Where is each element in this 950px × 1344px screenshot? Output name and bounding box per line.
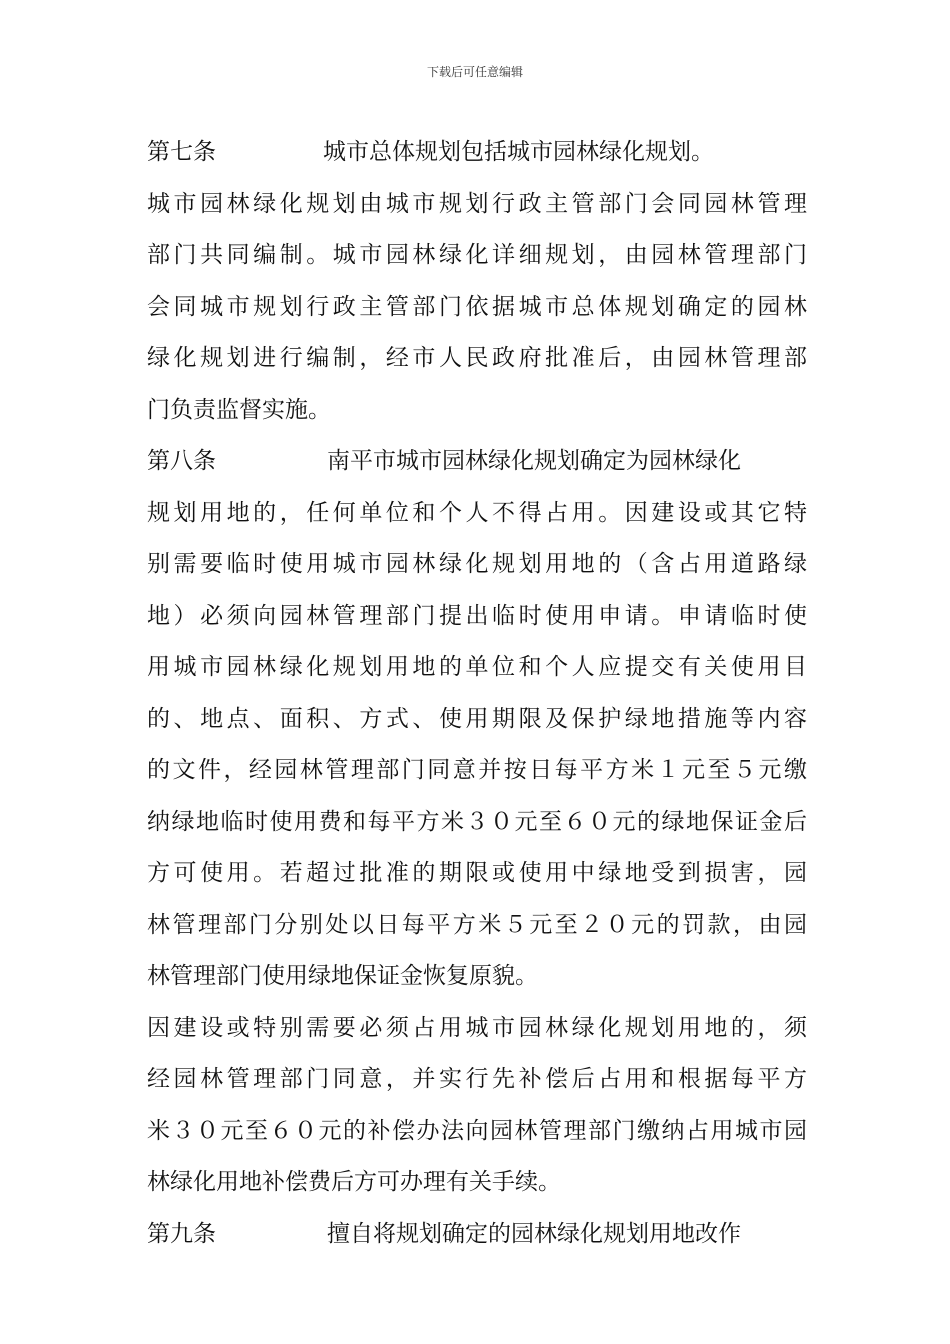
article-8-line: 的文件，经园林管理部门同意并按日每平方米１元至５元缴: [147, 757, 807, 783]
article-9-heading-line: [147, 1209, 807, 1261]
document-body: [147, 127, 807, 1260]
article-8-paragraph-2-line: 林绿化用地补偿费后方可办理有关手续。: [147, 1169, 561, 1195]
article-7-number: 第七条: [147, 139, 216, 165]
article-7-heading-line: [147, 127, 807, 179]
article-7-line: 绿化规划进行编制，经市人民政府批准后，由园林管理部: [147, 345, 807, 371]
article-8-line: 方可使用。若超过批准的期限或使用中绿地受到损害，园: [147, 860, 807, 886]
page-header: 下载后可任意编辑: [426, 65, 523, 79]
article-7-line: 会同城市规划行政主管部门依据城市总体规划确定的园林: [147, 293, 807, 320]
article-8-paragraph-2-line: 因建设或特别需要必须占用城市园林绿化规划用地的，须: [147, 1014, 807, 1041]
article-8-line: 规划用地的，任何单位和个人不得占用。因建设或其它特: [147, 499, 807, 526]
article-8-line: 地）必须向园林管理部门提出临时使用申请。申请临时使: [147, 602, 807, 629]
article-7-line: 门负责监督实施。: [147, 396, 331, 423]
article-8-paragraph-2-line: 米３０元至６０元的补偿办法向园林管理部门缴纳占用城市园: [147, 1117, 807, 1144]
article-7-first-text: 城市总体规划包括城市园林绿化规划。: [323, 139, 714, 165]
article-8-line: 林管理部门使用绿地保证金恢复原貌。: [147, 963, 538, 989]
article-8-line: 用城市园林绿化规划用地的单位和个人应提交有关使用目: [147, 654, 807, 680]
article-8-line: 的、地点、面积、方式、使用期限及保护绿地措施等内容: [147, 705, 807, 732]
article-8-line: 别需要临时使用城市园林绿化规划用地的（含占用道路绿: [147, 551, 807, 577]
article-9-first-text: 擅自将规划确定的园林绿化规划用地改作: [327, 1220, 741, 1247]
article-7-line: 城市园林绿化规划由城市规划行政主管部门会同园林管理: [147, 190, 807, 217]
article-9-number: 第九条: [147, 1220, 216, 1247]
article-8-number: 第八条: [147, 448, 216, 474]
article-7-line: 部门共同编制。城市园林绿化详细规划，由园林管理部门: [147, 242, 807, 268]
article-8-line: 纳绿地临时使用费和每平方米３０元至６０元的绿地保证金后: [147, 808, 807, 835]
article-8-paragraph-2-line: 经园林管理部门同意，并实行先补偿后占用和根据每平方: [147, 1066, 807, 1092]
article-8-first-text: 南平市城市园林绿化规划确定为园林绿化: [327, 448, 741, 474]
article-8-heading-line: [147, 436, 807, 488]
article-8-line: 林管理部门分别处以日每平方米５元至２０元的罚款，由园: [147, 911, 807, 938]
